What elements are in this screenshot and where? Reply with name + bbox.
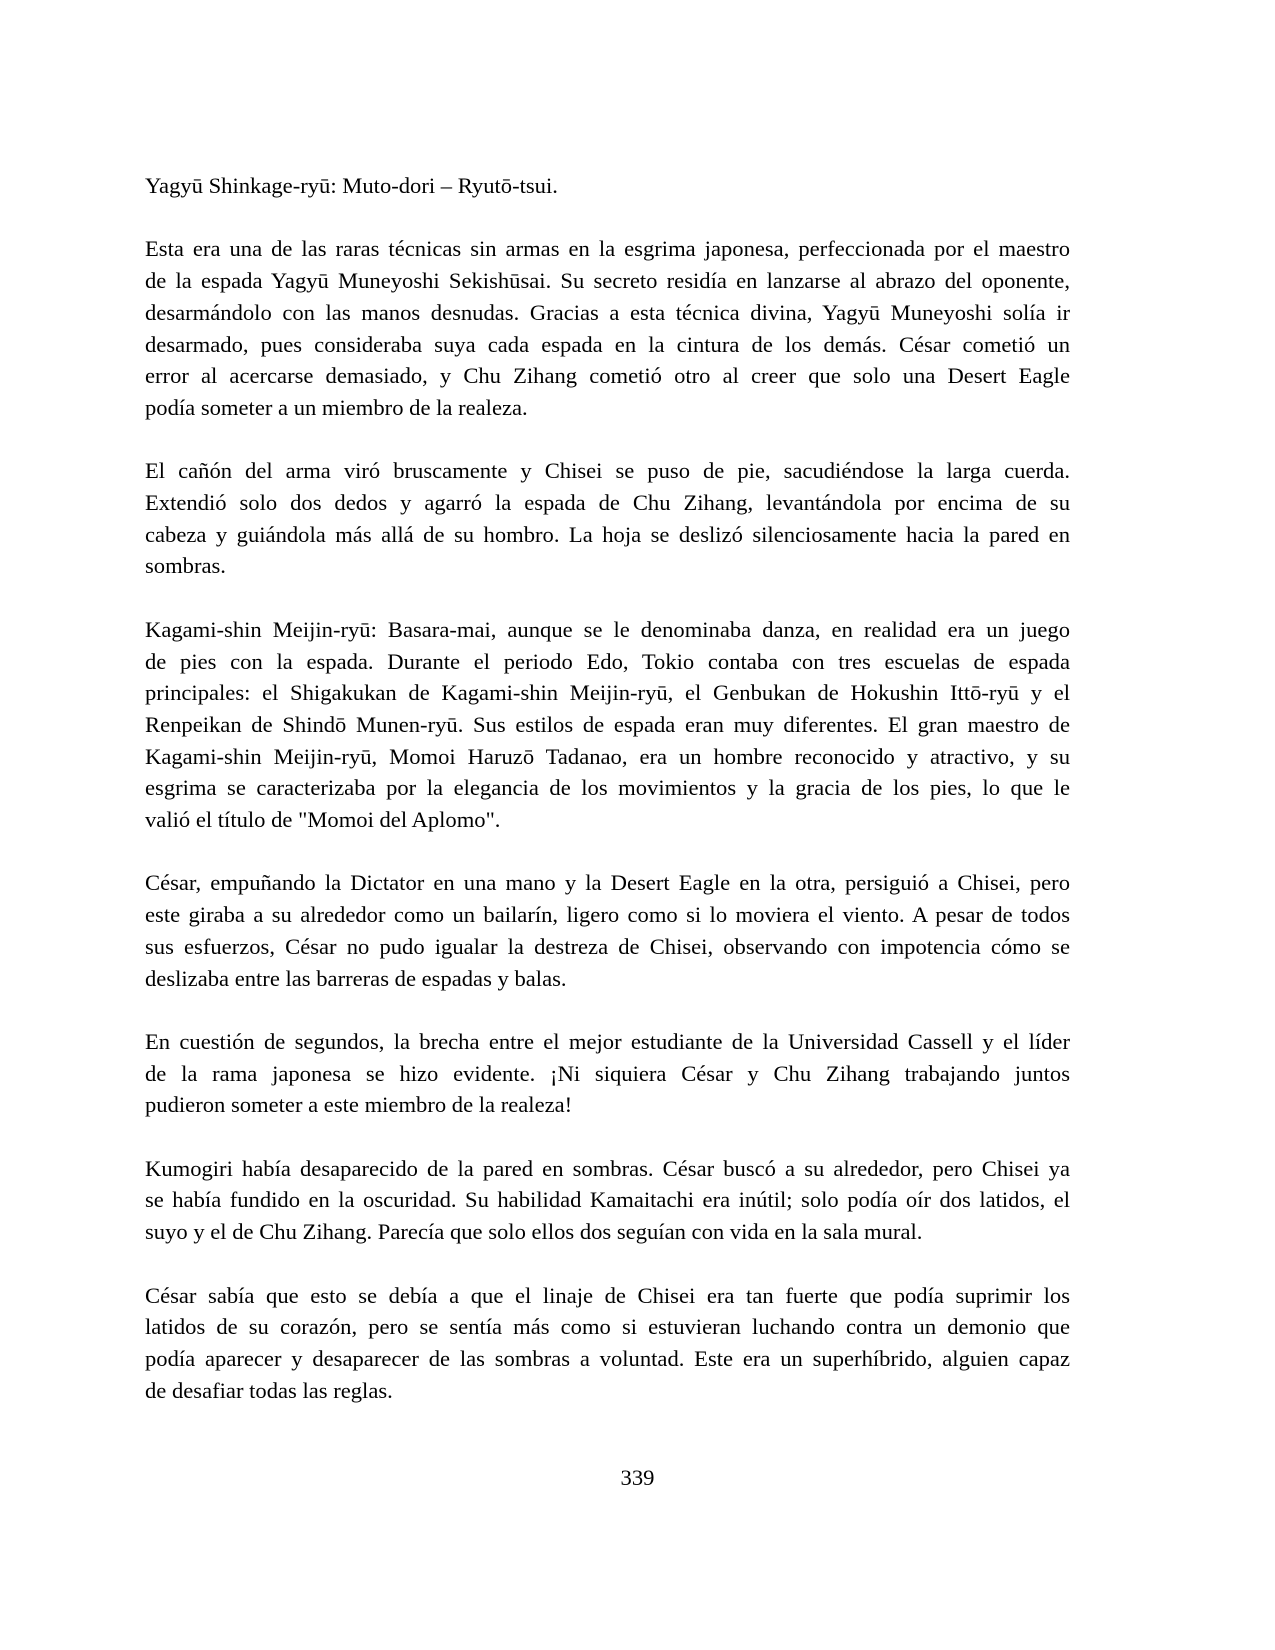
text-line: suyo y el de Chu Zihang. Parecía que solo ellos dos seguían con vida en la sala mural.: [145, 1219, 923, 1245]
text-line: esgrima se caracterizaba por la elegancia de los movimientos y la gracia de los pies, lo que le: [145, 775, 1070, 801]
text-line: de la rama japonesa se hizo evidente. ¡Ni siquiera César y Chu Zihang trabajando juntos: [145, 1060, 1070, 1086]
paragraph: [145, 614, 1070, 836]
text-line: César sabía que esto se debía a que el linaje de Chisei era tan fuerte que podía suprimir los: [145, 1282, 1070, 1308]
paragraphs: [145, 233, 1070, 1406]
text-line: Kumogiri había desaparecido de la pared en sombras. César buscó a su alrededor, pero Chisei ya: [145, 1155, 1070, 1181]
paragraph: [145, 233, 1070, 423]
text-line: de la espada Yagyū Muneyoshi Sekishūsai. Su secreto residía en lanzarse al abrazo del oponente,: [145, 268, 1070, 294]
paragraph: [145, 1153, 1070, 1248]
section-heading: [145, 170, 1070, 202]
text-line: Esta era una de las raras técnicas sin armas en la esgrima japonesa, perfeccionada por el maestro: [145, 236, 1070, 262]
text-line: Kagami-shin Meijin-ryū, Momoi Haruzō Tadanao, era un hombre reconocido y atractivo, y su: [145, 743, 1070, 769]
text-line: cabeza y guiándola más allá de su hombro. La hoja se deslizó silenciosamente hacia la pared en: [145, 521, 1070, 547]
text-line: de desafiar todas las reglas.: [145, 1377, 393, 1403]
page-body: [145, 170, 1070, 1438]
text-line: valió el título de "Momoi del Aplomo".: [145, 807, 501, 833]
text-line: latidos de su corazón, pero se sentía más como si estuvieran luchando contra un demonio que: [145, 1314, 1070, 1340]
text-line: este giraba a su alrededor como un bailarín, ligero como si lo moviera el viento. A pesar de todos: [145, 902, 1070, 928]
text-line: Kagami-shin Meijin-ryū: Basara-mai, aunque se le denominaba danza, en realidad era un juego: [145, 616, 1070, 642]
text-line: principales: el Shigakukan de Kagami-shin Meijin-ryū, el Genbukan de Hokushin Ittō-ryū y el: [145, 680, 1070, 706]
text-line: pudieron someter a este miembro de la realeza!: [145, 1092, 573, 1118]
text-line: deslizaba entre las barreras de espadas y balas.: [145, 965, 567, 991]
heading-text: Yagyū Shinkage-ryū: Muto-dori – Ryutō-tsui.: [145, 173, 558, 198]
text-line: El cañón del arma viró bruscamente y Chisei se puso de pie, sacudiéndose la larga cuerda.: [145, 458, 1070, 484]
text-line: En cuestión de segundos, la brecha entre el mejor estudiante de la Universidad Cassell y el líder: [145, 1028, 1070, 1054]
paragraph: [145, 867, 1070, 994]
text-line: sombras.: [145, 553, 226, 579]
paragraph: [145, 1026, 1070, 1121]
text-line: podía someter a un miembro de la realeza.: [145, 394, 528, 420]
text-line: error al acercarse demasiado, y Chu Zihang cometió otro al creer que solo una Desert Eagle: [145, 363, 1070, 389]
text-line: se había fundido en la oscuridad. Su habilidad Kamaitachi era inútil; solo podía oír dos latidos, el: [145, 1187, 1070, 1213]
paragraph: [145, 455, 1070, 582]
text-line: Renpeikan de Shindō Munen-ryū. Sus estilos de espada eran muy diferentes. El gran maestro de: [145, 711, 1070, 737]
text-line: César, empuñando la Dictator en una mano y la Desert Eagle en la otra, persiguió a Chisei, pero: [145, 870, 1070, 896]
text-line: sus esfuerzos, César no pudo igualar la destreza de Chisei, observando con impotencia cómo se: [145, 933, 1070, 959]
text-line: desarmado, pues consideraba suya cada espada en la cintura de los demás. César cometió un: [145, 331, 1070, 357]
text-line: desarmándolo con las manos desnudas. Gracias a esta técnica divina, Yagyū Muneyoshi solía ir: [145, 299, 1070, 325]
text-line: Extendió solo dos dedos y agarró la espada de Chu Zihang, levantándola por encima de su: [145, 490, 1070, 515]
page-number: 339: [620, 1465, 655, 1490]
text-line: podía aparecer y desaparecer de las sombras a voluntad. Este era un superhíbrido, alguien capaz: [145, 1345, 1070, 1371]
paragraph: [145, 1280, 1070, 1407]
text-line: de pies con la espada. Durante el periodo Edo, Tokio contaba con tres escuelas de espada: [145, 648, 1070, 674]
